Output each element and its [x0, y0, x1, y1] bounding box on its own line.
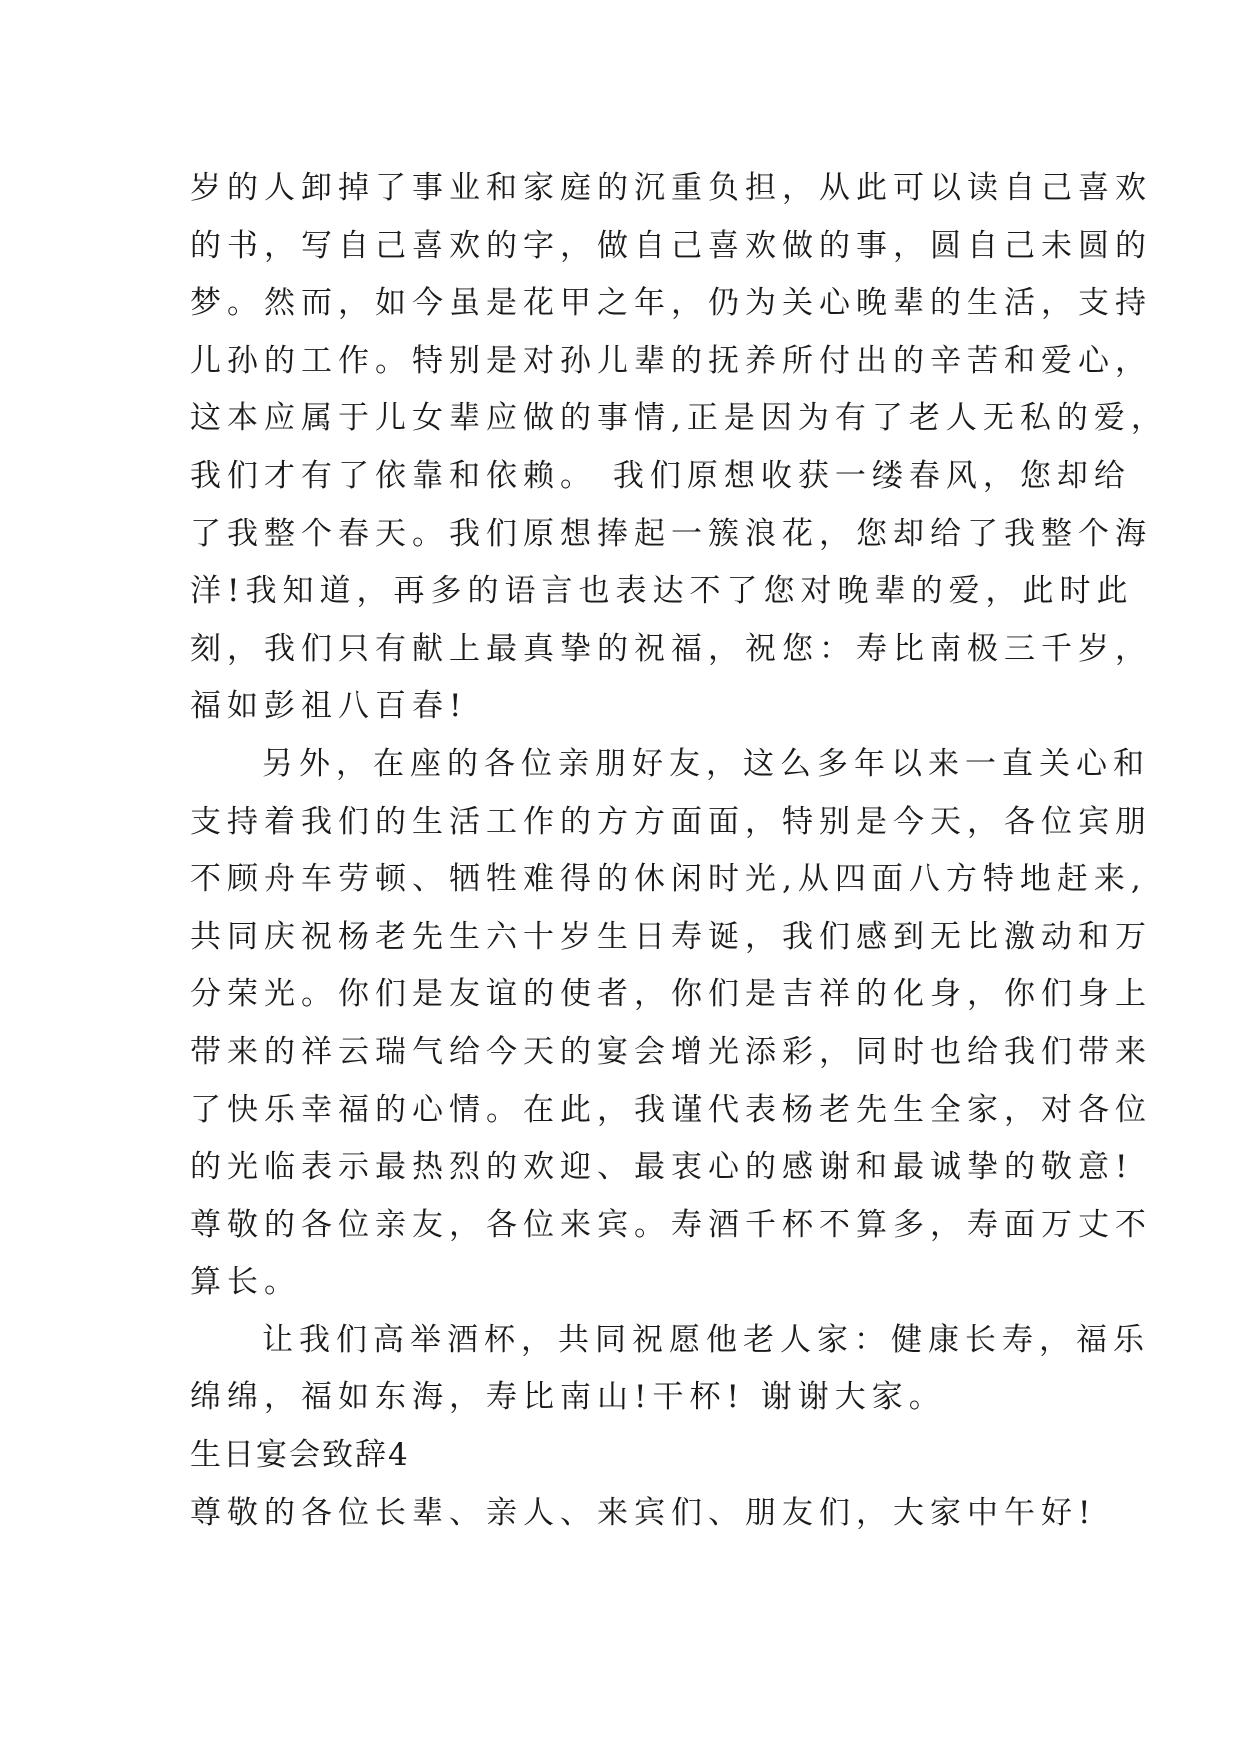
- text-line: 这本应属于儿女辈应做的事情,正是因为有了老人无私的爱，: [190, 400, 1168, 437]
- text-line: 梦。然而，如今虽是花甲之年，仍为关心晚辈的生活，支持: [190, 285, 1152, 322]
- text-line: 支持着我们的生活工作的方方面面，特别是今天，各位宾朋: [190, 803, 1152, 840]
- text-line: 绵绵，福如东海，寿比南山!干杯! 谢谢大家。: [190, 1379, 946, 1416]
- text-line: 不顾舟车劳顿、牺牲难得的休闲时光,从四面八方特地赶来,: [190, 861, 1147, 898]
- text-line: 的光临表示最热烈的欢迎、最衷心的感谢和最诚挚的敬意!: [190, 1149, 1134, 1186]
- text-line: 岁的人卸掉了事业和家庭的沉重负担，从此可以读自己喜欢: [190, 170, 1152, 206]
- text-line: 刻，我们只有献上最真挚的祝福，祝您：寿比南极三千岁，: [190, 630, 1152, 667]
- text-line: 让我们高举酒杯，共同祝愿他老人家：健康长寿，福乐: [262, 1321, 1150, 1358]
- paragraph-1: [190, 160, 1168, 736]
- text-line: 我们才有了依靠和依赖。 我们原想收获一缕春风，您却给: [190, 457, 1131, 494]
- text-line: 洋!我知道，再多的语言也表达不了您对晚辈的爱，此时此: [190, 573, 1134, 610]
- text-line: 儿孙的工作。特别是对孙儿辈的抚养所付出的辛苦和爱心，: [190, 342, 1152, 379]
- paragraph-2: [190, 736, 1152, 1312]
- greeting-line: 尊敬的各位长辈、亲人、来宾们、朋友们，大家中午好!: [190, 1494, 1097, 1531]
- text-line: 分荣光。你们是友谊的使者，你们是吉祥的化身，你们身上: [190, 976, 1152, 1013]
- text-line: 的书，写自己喜欢的字，做自己喜欢做的事，圆自己未圆的: [190, 227, 1152, 264]
- text-line: 了我整个春天。我们原想捧起一簇浪花，您却给了我整个海: [190, 515, 1152, 552]
- text-line: 共同庆祝杨老先生六十岁生日寿诞，我们感到无比激动和万: [190, 918, 1152, 955]
- text-line: 福如彭祖八百春!: [190, 688, 468, 725]
- text-line: 尊敬的各位亲友，各位来宾。寿酒千杯不算多，寿面万丈不: [190, 1206, 1152, 1243]
- document-body: [190, 160, 1168, 1542]
- text-line: 算长。: [190, 1264, 301, 1301]
- section-heading: 生日宴会致辞4: [190, 1437, 410, 1474]
- text-line: 了快乐幸福的心情。在此，我谨代表杨老先生全家，对各位: [190, 1091, 1152, 1128]
- paragraph-3: [190, 1312, 1150, 1427]
- text-line: 另外，在座的各位亲朋好友，这么多年以来一直关心和: [262, 745, 1150, 782]
- text-line: 带来的祥云瑞气给今天的宴会增光添彩，同时也给我们带来: [190, 1033, 1152, 1070]
